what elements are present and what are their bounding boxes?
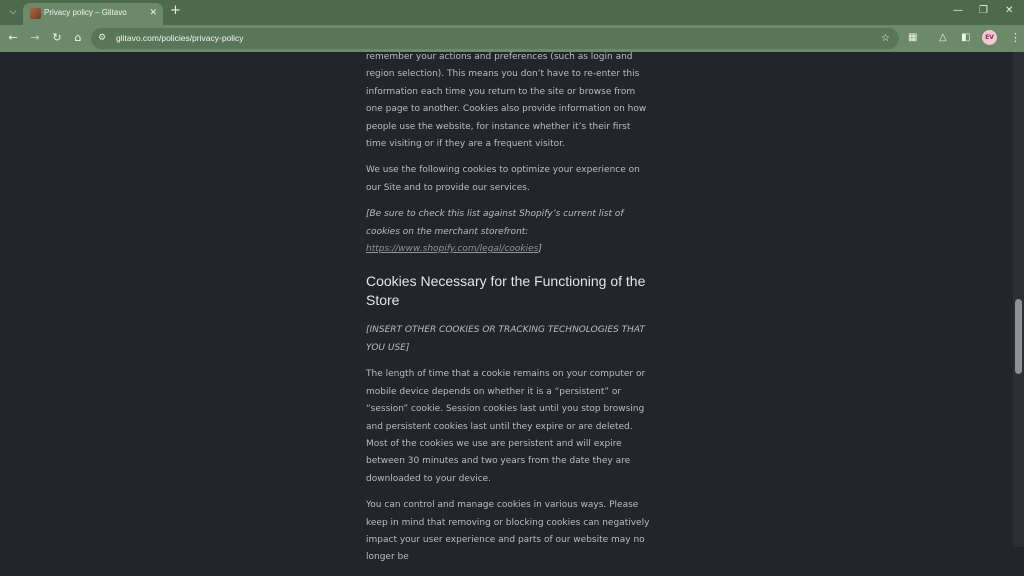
paragraph-cookie-control: You can control and manage cookies in various ways. Please keep in mind that removing or blocking cookies can negatively impact your user experience and parts of our website may no longer be bbox=[366, 500, 650, 563]
avatar[interactable]: EV bbox=[982, 30, 997, 45]
shopify-cookies-link[interactable]: https://www.shopify.com/legal/cookies bbox=[366, 244, 539, 255]
arrow-left-icon[interactable]: ← bbox=[8, 31, 18, 44]
url-text[interactable]: glitavo.com/policies/privacy-policy bbox=[116, 33, 244, 43]
paragraph-cookie-duration: The length of time that a cookie remains on your computer or mobile device depends on whether it is a “persistent” or “session” cookie. Session cookies last until you stop browsing and persistent cookies last until they expire or are deleted. Most of the cookies we use are persistent and will expire between 30 minutes and two years from the date they are downloaded to your device. bbox=[366, 369, 646, 484]
tab-strip bbox=[0, 0, 1024, 25]
tab-privacy-policy[interactable] bbox=[23, 3, 163, 25]
scroll-thumb[interactable] bbox=[1015, 299, 1022, 374]
restore-icon[interactable]: ❐ bbox=[979, 5, 988, 16]
privacy-policy-content bbox=[366, 49, 650, 576]
section-heading: Cookies Necessary for the Functioning of the Store bbox=[366, 273, 646, 309]
page-viewport bbox=[0, 52, 1013, 563]
page-scrollbar[interactable] bbox=[1013, 52, 1024, 547]
site-favicon-icon bbox=[30, 8, 41, 19]
flask-icon[interactable]: △ bbox=[939, 32, 947, 43]
address-bar[interactable] bbox=[91, 28, 899, 49]
close-icon[interactable]: ✕ bbox=[149, 8, 157, 18]
plus-icon[interactable]: + bbox=[170, 3, 181, 18]
browser-toolbar bbox=[0, 25, 1024, 52]
tab-title: Privacy policy – Glitavo bbox=[44, 8, 127, 17]
note-suffix: ] bbox=[538, 244, 542, 255]
star-icon[interactable]: ☆ bbox=[881, 33, 890, 44]
paragraph-cookies-used: We use the following cookies to optimize your experience on our Site and to provide our services. bbox=[366, 165, 640, 193]
paragraph-shopify-note bbox=[366, 206, 650, 258]
reload-icon[interactable]: ↻ bbox=[52, 31, 62, 44]
minimize-icon[interactable]: — bbox=[953, 5, 963, 16]
puzzle-icon[interactable]: ▦ bbox=[908, 32, 918, 43]
window-close-icon[interactable]: ✕ bbox=[1005, 5, 1014, 16]
chevron-down-icon[interactable]: ⌵ bbox=[9, 7, 17, 17]
note-prefix: [Be sure to check this list against Shopify’s current list of cookies on the merchant storefront: bbox=[366, 209, 624, 237]
paragraph-insert-placeholder: [INSERT OTHER COOKIES OR TRACKING TECHNOLOGIES THAT YOU USE] bbox=[366, 325, 645, 353]
kebab-menu-icon[interactable]: ⋮ bbox=[1010, 31, 1021, 44]
paragraph-cookies-purpose: remember your actions and preferences (such as login and region selection). This means you don’t have to re-enter this information each time you return to the site or browse from one page to another. Cookies also provide information on how people use the website, for instance whether it’s their first time visiting or if they are a frequent visitor. bbox=[366, 52, 647, 150]
home-icon[interactable]: ⌂ bbox=[74, 31, 82, 44]
side-panel-icon[interactable]: ◧ bbox=[961, 32, 971, 43]
arrow-right-icon[interactable]: → bbox=[30, 31, 40, 44]
tune-icon[interactable]: ⚙ bbox=[98, 33, 107, 43]
